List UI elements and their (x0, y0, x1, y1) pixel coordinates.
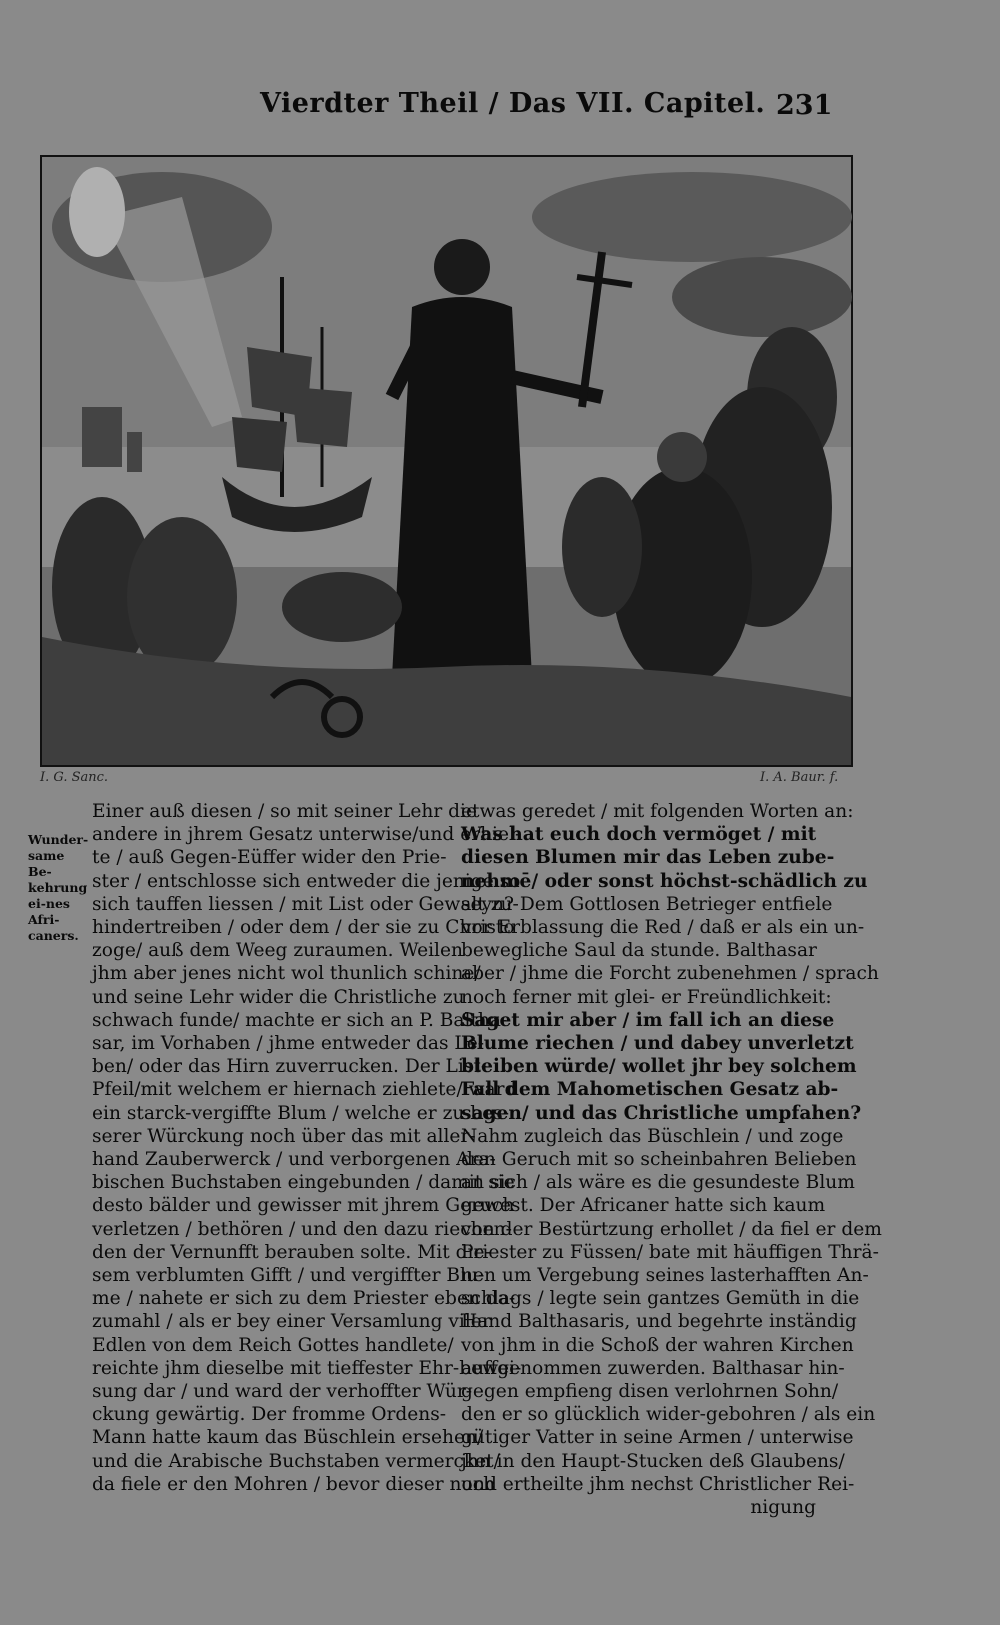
text-line: Saget mir aber / im fall ich an diese (461, 1009, 835, 1031)
text-line: Priester zu Füssen/ bate mit häuffigen Thrä- (461, 1241, 879, 1263)
text-line: desto bälder und gewisser mit jhrem Geruch (92, 1195, 515, 1217)
text-line: noch ferner mit glei- er Freündlichkeit: (461, 986, 832, 1008)
text-line: Mann hatte kaum das Büschlein ersehen/ (92, 1427, 484, 1449)
text-line: gewest. Der Africaner hatte sich kaum (461, 1195, 826, 1217)
catchword: nigung (750, 1497, 816, 1519)
text-line: zumahl / als er bey einer Versamlung viler (92, 1311, 491, 1333)
text-line: sich tauffen liessen / mit List oder Gewalt zu- (92, 893, 519, 915)
tower (127, 432, 142, 472)
text-line: ein starck-vergiffte Blum / welche er zu bes- (92, 1102, 509, 1124)
text-line: nen um Vergebung seines lasterhafften An- (461, 1265, 869, 1287)
cloud (672, 257, 852, 337)
text-line: bleiben würde/ wollet jhr bey solchem (461, 1056, 857, 1078)
text-line: verletzen / bethören / und den dazu riechen- (92, 1218, 512, 1240)
text-line: den er so glücklich wider-gebohren / als ein (461, 1404, 876, 1426)
engraving-illustration (40, 155, 853, 767)
text-line: da fiele er den Mohren / bevor dieser noch (92, 1473, 496, 1495)
text-line: diesen Blumen mir das Leben zube- (461, 847, 835, 869)
engraver-signature-left: I. G. Sanc. (40, 770, 109, 785)
cloud (532, 172, 852, 262)
engraver-signature-right: I. A. Baur. f. (760, 770, 839, 785)
text-line: sar, im Vorhaben / jhme entweder das Le- (92, 1033, 485, 1055)
text-line: von jhm in die Schoß der wahren Kirchen (461, 1334, 854, 1356)
text-line: jhn in den Haupt-Stucken deß Glaubens/ (461, 1450, 845, 1472)
text-line: den Geruch mit so scheinbahren Belieben (461, 1149, 857, 1171)
text-line: etwas geredet / mit folgenden Worten an: (461, 801, 854, 822)
margin-note: Wunder-same Be-kehrung ei-nes Afri-caners. (28, 832, 89, 943)
text-line: sem verblumten Gifft / und vergiffter Blu- (92, 1265, 485, 1287)
text-line: Einer auß diesen / so mit seiner Lehr die (92, 801, 478, 822)
text-line: und ertheilte jhm nechst Christlicher Rei- (461, 1473, 855, 1495)
vision-figure (69, 167, 125, 257)
text-line: schlags / legte sein gantzes Gemüth in die (461, 1288, 860, 1310)
text-line: und seine Lehr wider die Christliche zu (92, 986, 465, 1008)
text-line: Pfeil/mit welchem er hiernach ziehlete/ ward (92, 1079, 517, 1101)
text-line: vor Erblassung die Red / daß er als ein un- (461, 917, 865, 939)
text-line: Was hat euch doch vermöget / mit (461, 824, 817, 846)
text-line: andere in jhrem Gesatz unterwise/und erhiel- (92, 824, 522, 846)
text-line: hindertreiben / oder dem / der sie zu Christo (92, 917, 515, 939)
text-line: Fall dem Mahometischen Gesatz ab- (461, 1079, 839, 1101)
text-line: seyn? Dem Gottlosen Betrieger entfiele (461, 893, 833, 915)
text-line: sung dar / und ward der verhoffter Wür- (92, 1381, 472, 1403)
text-line: Nahm zugleich das Büschlein / und zoge (461, 1125, 844, 1147)
text-line: ckung gewärtig. Der fromme Ordens- (92, 1404, 447, 1426)
text-line: te / auß Gegen-Eüffer wider den Prie- (92, 847, 447, 869)
text-line: Hand Balthasaris, und begehrte inständig (461, 1311, 857, 1333)
text-line: jhm aber jenes nicht wol thunlich schine/ (92, 963, 481, 985)
text-line: aber / jhme die Forcht zubenehmen / sprach (461, 963, 879, 985)
running-title: Vierdter Theil / Das VII. Capitel. (260, 88, 766, 119)
text-line: Blume riechen / und dabey unverletzt (461, 1033, 854, 1055)
page-number: 231 (776, 90, 833, 121)
text-line: an sich / als wäre es die gesundeste Blum (461, 1172, 855, 1194)
tower (82, 407, 122, 467)
text-line: ben/ oder das Hirn zuverrucken. Der List- (92, 1056, 488, 1078)
text-line: me / nahete er sich zu dem Priester eben da- (92, 1288, 516, 1310)
text-line: nehmē/ oder sonst höchst-schädlich zu (461, 870, 868, 892)
text-column-right (461, 800, 882, 1519)
text-line: schwach funde/ machte er sich an P. Baltha- (92, 1009, 508, 1031)
text-line: reichte jhm dieselbe mit tieffester Ehr-bewei- (92, 1357, 522, 1379)
text-line: serer Würckung noch über das mit aller- (92, 1125, 476, 1147)
text-line: bischen Buchstaben eingebunden / damit sie (92, 1172, 515, 1194)
text-line: gegen empfieng disen verlohrnen Sohn/ (461, 1381, 839, 1403)
text-line: von der Bestürtzung erhollet / da fiel er dem (461, 1218, 882, 1240)
text-line: hand Zauberwerck / und verborgenen Ara- (92, 1149, 496, 1171)
text-column-left (92, 800, 522, 1496)
text-line: und die Arabische Buchstaben vermercket/ (92, 1450, 500, 1472)
text-line: Edlen von dem Reich Gottes handlete/ (92, 1334, 454, 1356)
text-line: ster / entschlosse sich entweder die jenige so (92, 870, 521, 892)
text-line: auffgenommen zuwerden. Balthasar hin- (461, 1357, 845, 1379)
text-line: gütiger Vatter in seine Armen / unterwise (461, 1427, 854, 1449)
text-line: sagen/ und das Christliche umpfahen? (461, 1102, 862, 1124)
engraving-scene (42, 157, 851, 765)
text-line: den der Vernunfft berauben solte. Mit die- (92, 1241, 491, 1263)
text-line: zoge/ auß dem Weeg zuraumen. Weilen (92, 940, 463, 962)
text-line: bewegliche Saul da stunde. Balthasar (461, 940, 817, 962)
